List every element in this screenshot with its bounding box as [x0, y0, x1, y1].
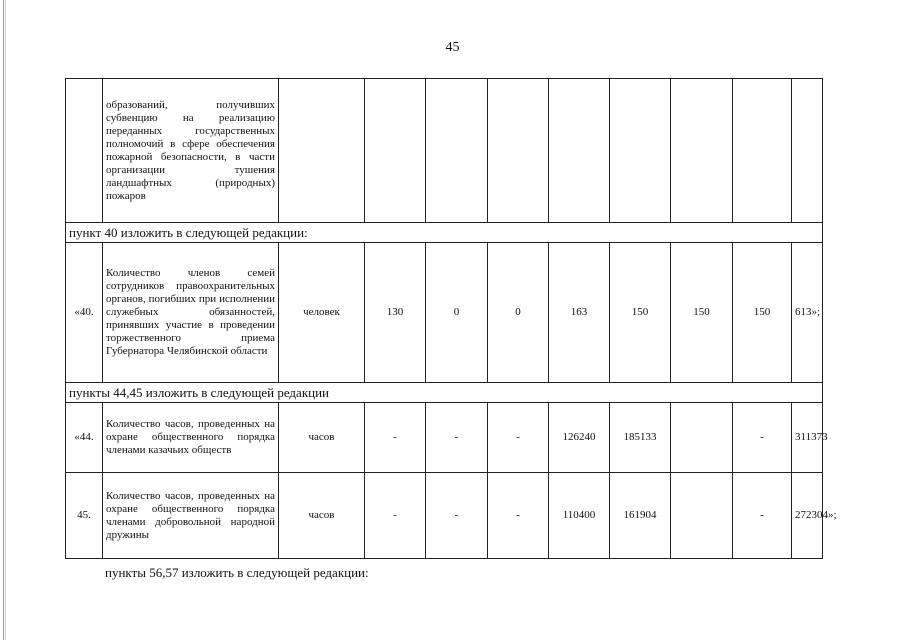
value-cell: -	[426, 473, 488, 559]
row-number: «44.	[66, 403, 103, 473]
separator-text: пункты 44,45 изложить в следующей редакции	[66, 383, 823, 403]
value-cell: -	[733, 473, 792, 559]
value-cell: 163	[549, 243, 610, 383]
row-number: «40.	[66, 243, 103, 383]
value-cell: 161904	[610, 473, 671, 559]
total-cell: 311373	[792, 403, 823, 473]
value-cell: 150	[733, 243, 792, 383]
value-cell: 185133	[610, 403, 671, 473]
value-cell: 130	[365, 243, 426, 383]
indicator-name: Количество часов, проведенных на охране общественного порядка членами добровольной народной дружины	[103, 473, 279, 559]
unit-cell	[279, 79, 365, 223]
indicator-name: образований, получивших субвенцию на реализацию переданных государственных полномочий в сфере обеспечения пожарной безопасности, в части организации тушения ландшафтных (природных) пожаров	[103, 79, 279, 223]
value-cell: -	[488, 403, 549, 473]
scan-edge-shadow	[5, 0, 6, 640]
following-instruction: пункты 56,57 изложить в следующей редакции:	[105, 565, 369, 580]
indicator-name: Количество часов, проведенных на охране общественного порядка членами казачьих обществ	[103, 403, 279, 473]
unit-cell: часов	[279, 403, 365, 473]
value-cell	[549, 79, 610, 223]
value-cell: 110400	[549, 473, 610, 559]
value-cell: -	[488, 473, 549, 559]
value-cell	[426, 79, 488, 223]
indicator-name: Количество членов семей сотрудников правоохранительных органов, погибших при исполнении служебных обязанностей, принявших участие в проведении торжественного приема Губернатора Челябинской области	[103, 243, 279, 383]
value-cell	[671, 79, 733, 223]
scan-edge-line	[3, 0, 4, 640]
value-cell: -	[365, 473, 426, 559]
page-number: 45	[445, 40, 460, 55]
separator-row	[66, 383, 823, 403]
total-cell: 272304»;	[792, 473, 823, 559]
value-cell	[488, 79, 549, 223]
value-cell: 150	[671, 243, 733, 383]
total-cell	[792, 79, 823, 223]
value-cell	[733, 79, 792, 223]
unit-cell: часов	[279, 473, 365, 559]
value-cell: 126240	[549, 403, 610, 473]
value-cell: 0	[426, 243, 488, 383]
value-cell: 150	[610, 243, 671, 383]
table-row	[66, 79, 823, 223]
indicators-table	[65, 78, 837, 559]
value-cell	[671, 403, 733, 473]
separator-row	[66, 223, 823, 243]
table-row	[66, 243, 823, 383]
table-row	[66, 473, 823, 559]
value-cell	[610, 79, 671, 223]
separator-text: пункт 40 изложить в следующей редакции:	[66, 223, 823, 243]
total-cell: 613»;	[792, 243, 823, 383]
value-cell	[671, 473, 733, 559]
value-cell: -	[365, 403, 426, 473]
value-cell: 0	[488, 243, 549, 383]
row-number: 45.	[66, 473, 103, 559]
value-cell: -	[733, 403, 792, 473]
value-cell	[365, 79, 426, 223]
row-number	[66, 79, 103, 223]
value-cell: -	[426, 403, 488, 473]
table-row	[66, 403, 823, 473]
unit-cell: человек	[279, 243, 365, 383]
